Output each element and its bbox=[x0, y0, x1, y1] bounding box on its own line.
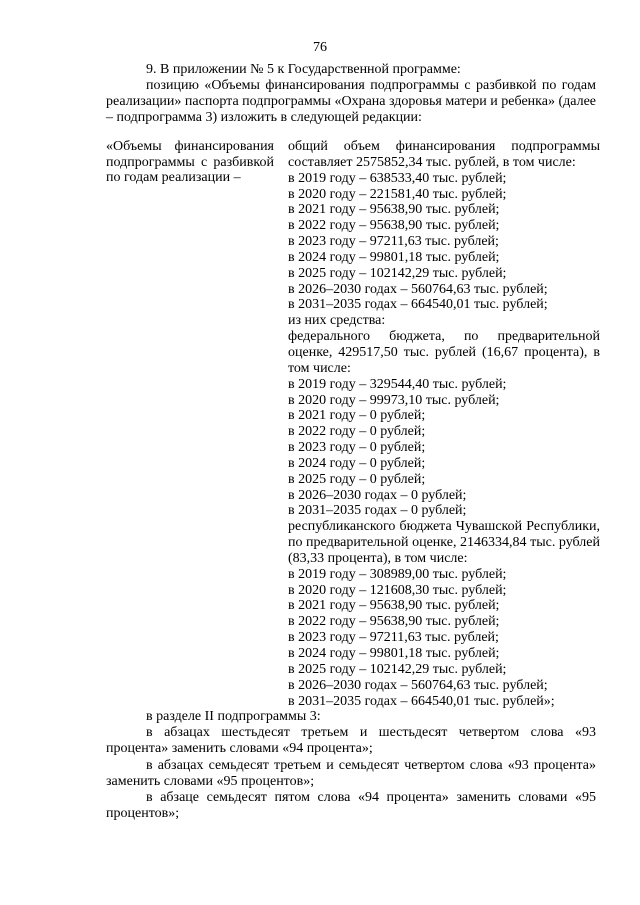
financing-line: в 2026–2030 годах – 560764,63 тыс. рублей; bbox=[288, 677, 548, 693]
left-cell-text: «Объемы финансирования подпрограммы с разбивкой по годам реализации bbox=[106, 139, 274, 185]
financing-line: в 2019 году – 638533,40 тыс. рублей; bbox=[288, 170, 507, 186]
amendment-paragraph: в абзацах семьдесят третьем и семьдесят четвертом слова «93 процента» заменить словами «95 процентов»; bbox=[106, 757, 596, 789]
amendments-section bbox=[106, 709, 596, 822]
amendment-paragraph: в абзаце семьдесят пятом слова «94 процента» заменить словами «95 процентов»; bbox=[106, 790, 596, 822]
financing-line: в 2031–2035 годах – 664540,01 тыс. рублей»; bbox=[288, 693, 555, 709]
financing-line: в 2019 году – 329544,40 тыс. рублей; bbox=[288, 376, 507, 392]
financing-line: в 2025 году – 0 рублей; bbox=[288, 471, 426, 487]
intro-paragraph: позицию «Объемы финансирования подпрограммы с разбивкой по годам реализации» паспорта подпрограммы «Охрана здоровья матери и ребенка» (далее – подпрограмма 3) изложить в следующей редакции: bbox=[106, 78, 596, 125]
left-cell-dash: – bbox=[233, 170, 241, 185]
financing-line: в 2022 году – 0 рублей; bbox=[288, 424, 426, 440]
financing-line: в 2019 году – 308989,00 тыс. рублей; bbox=[288, 566, 507, 582]
financing-line: в 2026–2030 годах – 0 рублей; bbox=[288, 487, 467, 503]
intro-section bbox=[106, 62, 596, 126]
financing-line: в 2023 году – 97211,63 тыс. рублей; bbox=[288, 234, 499, 250]
financing-line: в 2022 году – 95638,90 тыс. рублей; bbox=[288, 614, 500, 630]
financing-line: в 2026–2030 годах – 560764,63 тыс. рублей; bbox=[288, 281, 548, 297]
financing-line: в 2031–2035 годах – 0 рублей; bbox=[288, 503, 467, 519]
financing-line: республиканского бюджета Чувашской Республики, по предварительной оценке, 2146334,84 тыс. рублей (83,33 процента), в том числе: bbox=[288, 519, 600, 566]
financing-line: в 2021 году – 0 рублей; bbox=[288, 408, 426, 424]
amendment-paragraph: в разделе II подпрограммы 3: bbox=[146, 709, 321, 724]
financing-line: в 2024 году – 99801,18 тыс. рублей; bbox=[288, 646, 500, 661]
financing-line: федерального бюджета, по предварительной оценке, 429517,50 тыс. рублей (16,67 процента), в том числе: bbox=[288, 329, 600, 376]
financing-line: в 2025 году – 102142,29 тыс. рублей; bbox=[288, 661, 507, 677]
table-right-cell bbox=[288, 139, 600, 709]
financing-line: в 2024 году – 99801,18 тыс. рублей; bbox=[288, 249, 500, 265]
financing-line: из них средства: bbox=[288, 313, 386, 329]
financing-line: в 2020 году – 121608,30 тыс. рублей; bbox=[288, 582, 507, 598]
financing-line: в 2025 году – 102142,29 тыс. рублей; bbox=[288, 265, 507, 281]
financing-line: общий объем финансирования подпрограммы составляет 2575852,34 тыс. рублей, в том числе: bbox=[288, 139, 600, 170]
table-left-cell bbox=[106, 139, 274, 186]
page-number: 76 bbox=[313, 40, 327, 55]
financing-line: в 2023 году – 0 рублей; bbox=[288, 440, 426, 456]
financing-line: в 2020 году – 221581,40 тыс. рублей; bbox=[288, 186, 507, 202]
financing-line: в 2021 году – 95638,90 тыс. рублей; bbox=[288, 202, 500, 218]
financing-line: в 2031–2035 годах – 664540,01 тыс. рублей; bbox=[288, 297, 548, 313]
financing-line: в 2023 году – 97211,63 тыс. рублей; bbox=[288, 630, 499, 646]
financing-line: в 2022 году – 95638,90 тыс. рублей; bbox=[288, 218, 500, 234]
financing-line: в 2021 году – 95638,90 тыс. рублей; bbox=[288, 598, 500, 614]
intro-line: 9. В приложении № 5 к Государственной программе: bbox=[146, 62, 461, 77]
amendment-paragraph: в абзацах шестьдесят третьем и шестьдесят четвертом слова «93 процента» заменить словами «94 процента»; bbox=[106, 725, 596, 757]
financing-line: в 2024 году – 0 рублей; bbox=[288, 455, 426, 471]
financing-line: в 2020 году – 99973,10 тыс. рублей; bbox=[288, 392, 500, 408]
